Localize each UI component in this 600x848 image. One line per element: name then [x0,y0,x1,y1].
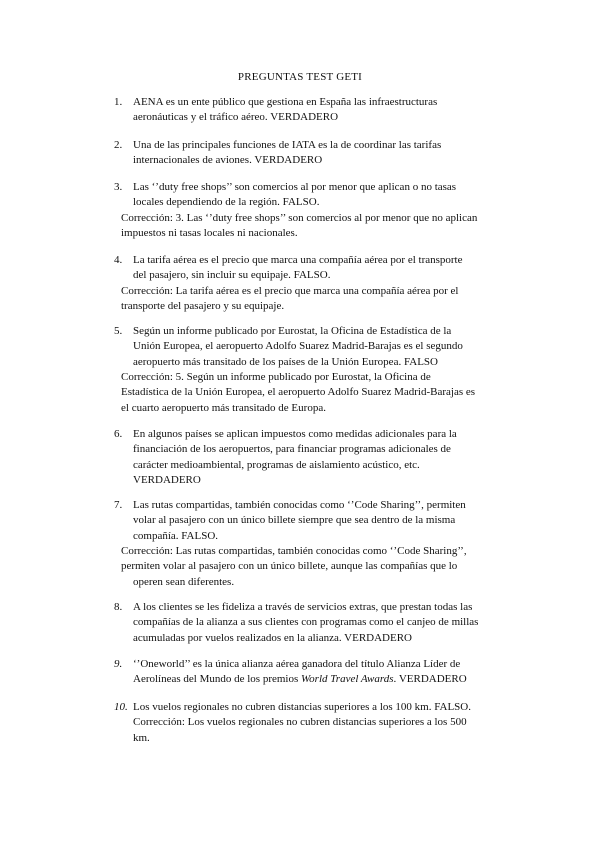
question-text: internacionales de aviones. VERDADERO [133,154,323,167]
question-text: La tarifa aérea es el precio que marca una compañía aérea por el transporte [133,254,463,266]
question-text: Una de las principales funciones de IATA es la de coordinar las tarifas [133,139,442,151]
question-text: A los clientes se les fideliza a través de servicios extras, que prestan todas las [133,601,473,613]
question-text: del pasajero, sin incluir su equipaje. FALSO. [133,269,331,282]
question-text: volar al pasajero con un único billete siempre que sea dentro de la misma [133,514,456,527]
question-text: AENA es un ente público que gestiona en España las infraestructuras [133,96,438,108]
question-number: 2. [114,139,123,151]
correction-text: el cuarto aeropuerto más transitado de Europa. [121,401,326,414]
question-number: 7. [114,499,123,511]
award-name: World Travel Awards [301,673,394,686]
correction-text: Estadística de la Unión Europea, el aeropuerto Adolfo Suarez Madrid-Barajas es [121,386,476,399]
question-text: Las ‘’duty free shops’’ son comercios al por menor que aplican o no tasas [133,181,457,193]
question-number: 3. [114,181,123,193]
question-number: 4. [114,254,123,266]
question-text: aeropuerto más transitado de los países de la Unión Europea. FALSO [133,355,438,368]
correction-text: Corrección: Los vuelos regionales no cubren distancias superiores a los 500 [133,716,467,729]
question-number: 8. [114,601,123,613]
correction-text: Corrección: Las rutas compartidas, también conocidas como ‘’Code Sharing’’, [121,544,467,557]
question-text: ‘’Oneworld’’ es la única alianza aérea ganadora del título Alianza Líder de [133,658,461,670]
question-text: Según un informe publicado por Eurostat, la Oficina de Estadística de la [133,325,452,337]
question-number: 1. [114,96,123,108]
question-text: compañías de la alianza a sus clientes con programas como el canjeo de millas [133,616,479,629]
correction-text: operen sean diferentes. [133,575,235,588]
question-text: compañía. FALSO. [133,529,219,542]
question-text: financiación de los aeropuertos, para financiar programas adicionales de [133,443,451,456]
correction-text: Corrección: La tarifa aérea es el precio que marca una compañía aérea por el [121,284,459,297]
question-text-line-2 [133,672,467,687]
question-text: Unión Europea, el aeropuerto Adolfo Suarez Madrid-Barajas es el segundo [133,340,463,353]
question-text-segment: Aerolíneas del Mundo de los premios [133,673,302,686]
question-text: En algunos países se aplican impuestos como medidas adicionales para la [133,428,457,440]
question-text: aeronáuticas y el tráfico aéreo. VERDADERO [133,111,339,124]
document-title: PREGUNTAS TEST GETI [237,71,363,83]
correction-text: transporte del pasajero y su equipaje. [121,299,285,312]
correction-text: km. [133,731,150,744]
question-text: carácter medioambiental, programas de aislamiento acústico, etc. [133,458,420,471]
correction-text: impuestos ni tasas locales ni nacionales. [121,226,298,239]
question-text-segment: . VERDADERO [393,673,467,686]
correction-text: permiten volar al pasajero con un único billete, aunque las compañías que lo [121,560,458,573]
correction-text: Corrección: 5. Según un informe publicado por Eurostat, la Oficina de [121,370,431,383]
question-text: locales dependiendo de la región. FALSO. [133,196,320,209]
question-text: acumuladas por vuelos realizados en la alianza. VERDADERO [133,631,412,644]
question-text: VERDADERO [133,473,201,486]
correction-text: Corrección: 3. Las ‘’duty free shops’’ son comercios al por menor que no aplican [121,211,478,224]
question-number: 9. [114,658,123,670]
question-number: 5. [114,325,123,337]
question-text: Los vuelos regionales no cubren distancias superiores a los 100 km. FALSO. [133,701,471,713]
question-number: 10. [114,701,128,713]
question-number: 6. [114,428,123,440]
question-text: Las rutas compartidas, también conocidas como ‘’Code Sharing’’, permiten [133,499,466,511]
